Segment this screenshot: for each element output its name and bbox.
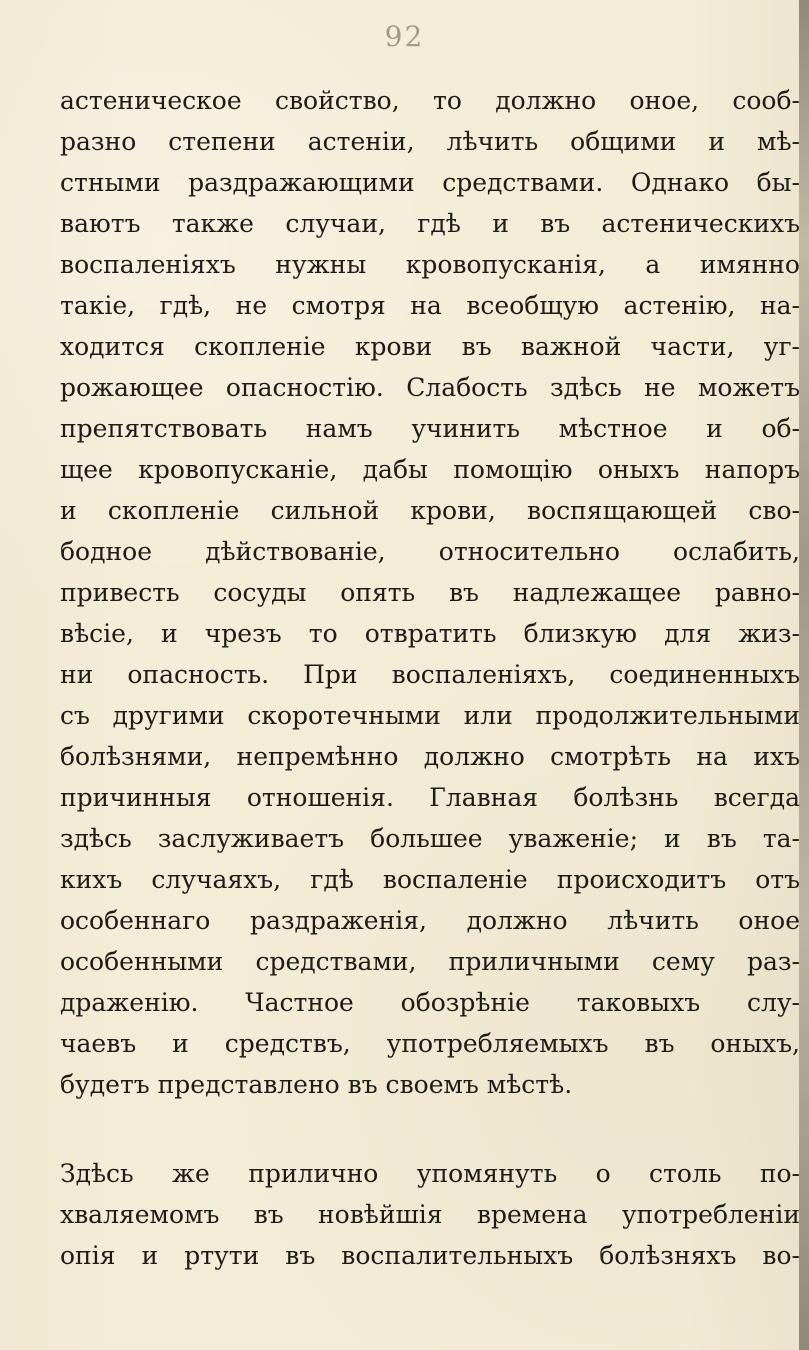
text-line: драженiю. Частное обозрѣнiе таковыхъ слу-	[60, 988, 800, 1017]
text-line: такiе, гдѣ, не смотря на всеобщую астенiю, на-	[60, 291, 800, 320]
text-line: особенными средствами, приличными сему раз-	[60, 947, 800, 976]
text-line: болѣзнями, непремѣнно должно смотрѣть на ихъ	[60, 742, 800, 771]
page-number: 92	[384, 20, 425, 53]
second-paragraph	[60, 1153, 800, 1276]
text-line: опiя и ртути въ воспалительныхъ болѣзняхъ во-	[60, 1241, 800, 1270]
text-line: будетъ представлено въ своемъ мѣстѣ.	[60, 1070, 573, 1099]
text-line: здѣсь заслуживаетъ большее уваженiе; и въ та-	[60, 824, 800, 853]
text-line: ни опасность. При воспаленiяхъ, соединенныхъ	[60, 660, 800, 689]
text-line: Здѣсь же прилично упомянуть о столь по-	[60, 1159, 800, 1188]
text-line: бодное дѣйствованiе, относительно ослабить,	[60, 537, 800, 566]
text-line: стными раздражающими средствами. Однако бы-	[60, 168, 800, 197]
text-line: воспаленiяхъ нужны кровопусканiя, а имянно	[60, 250, 800, 279]
text-line: особеннаго раздраженiя, должно лѣчить оное	[60, 906, 800, 935]
text-line: и скопленiе сильной крови, воспящающей сво-	[60, 496, 800, 525]
text-line: чаевъ и средствъ, употребляемыхъ въ оныхъ,	[60, 1029, 800, 1058]
text-line: ваютъ также случаи, гдѣ и въ астеническихъ	[60, 209, 800, 238]
text-line: астеническое свойство, то должно оное, сооб-	[60, 86, 800, 115]
text-line: съ другими скоротечными или продолжительными	[60, 701, 800, 730]
text-line: привесть сосуды опять въ надлежащее равно-	[60, 578, 800, 607]
text-line: кихъ случаяхъ, гдѣ воспаленiе происходитъ отъ	[60, 865, 800, 894]
main-paragraph	[60, 80, 800, 1105]
text-line: причинныя отношенiя. Главная болѣзнь всегда	[60, 783, 800, 812]
page-edge	[799, 0, 809, 1350]
text-line: щее кровопусканiе, дабы помощiю оныхъ напоръ	[60, 455, 800, 484]
text-line: вѣсiе, и чрезъ то отвратить близкую для жиз-	[60, 619, 800, 648]
text-line: рожающее опасностiю. Слабость здѣсь не можетъ	[60, 373, 800, 402]
text-line: разно степени астенiи, лѣчить общими и мѣ-	[60, 127, 800, 156]
text-line: хваляемомъ въ новѣйшiя времена употребленiи	[60, 1200, 800, 1229]
text-line: препятствовать намъ учинить мѣстное и об-	[60, 414, 800, 443]
text-line: ходится скопленiе крови въ важной части, уг-	[60, 332, 800, 361]
